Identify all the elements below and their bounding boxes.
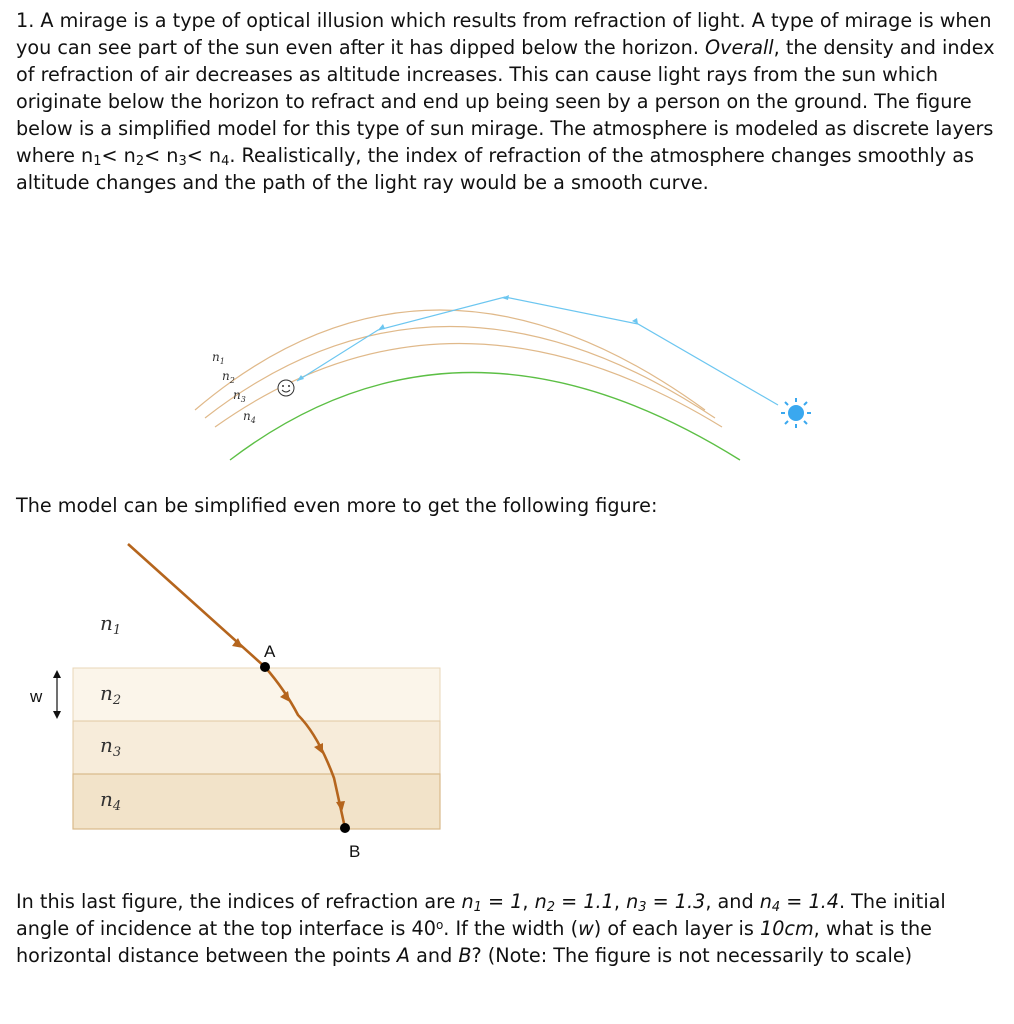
point-a-dot: [260, 662, 270, 672]
fig2-label-n1: $n_1$: [100, 611, 122, 638]
ray-arrowheads: [297, 295, 638, 381]
ground-arc: [230, 373, 740, 461]
problem-intro-paragraph: 1. A mirage is a type of optical illusion which results from refraction of light. A type of mirage is when you can see part of the sun even after it has dipped below the horizon. Overall, the density and index of refraction of air decreases as altitude increases. This can cause light rays from the sun which originate below the horizon to refract and end up being seen by a person on the ground. The figure below is a simplified model for this type of sun mirage. The atmosphere is modeled as discrete layers where $n_1< n_2< n_3< n_4$. Realistically, the index of refraction of the atmosphere changes smoothly as altitude changes and the path of the light ray would be a smooth curve.: [16, 9, 995, 194]
problem-question-paragraph: In this last figure, the indices of refraction are $n_1 = 1$, $n_2 = 1.1$, $n_3 = 1.3$, and $n_4 = 1.4$. The initial angle of incidence at the top interface is 40$^o$. If the width (w) of each layer is 10cm, what is the horizontal distance between the points A and B? (Note: The figure is not necessarily to scale): [16, 890, 946, 967]
simplified-model-caption: The model can be simplified even more to get the following figure:: [16, 494, 658, 517]
layer-arc-1: [195, 310, 705, 410]
width-label: w: [30, 687, 43, 706]
fig2-label-n3: $n_3$: [100, 733, 122, 760]
point-b-label: B: [349, 842, 361, 861]
fig1-label-n2: $n_2$: [222, 369, 235, 385]
layer-n4: [73, 774, 440, 829]
point-a-label: A: [264, 642, 276, 661]
fig1-label-n3: $n_3$: [233, 388, 246, 404]
sun-icon: [781, 398, 811, 428]
ray-arrow-1: [297, 375, 304, 381]
simplified-layer-figure: [0, 530, 1014, 870]
width-dimension-arrow: [53, 670, 61, 719]
layer-n3: [73, 721, 440, 774]
point-b-dot: [340, 823, 350, 833]
fig1-label-n1: $n_1$: [212, 350, 225, 366]
smiley-face-icon: [278, 380, 294, 396]
layer-n2: [73, 668, 440, 721]
ray-arrow-2: [378, 324, 385, 330]
mirage-layer-figure: [0, 255, 1014, 465]
fig2-label-n4: $n_4$: [100, 787, 122, 814]
fig2-label-n2: $n_2$: [100, 681, 122, 708]
fig1-label-n4: $n_4$: [243, 409, 256, 425]
